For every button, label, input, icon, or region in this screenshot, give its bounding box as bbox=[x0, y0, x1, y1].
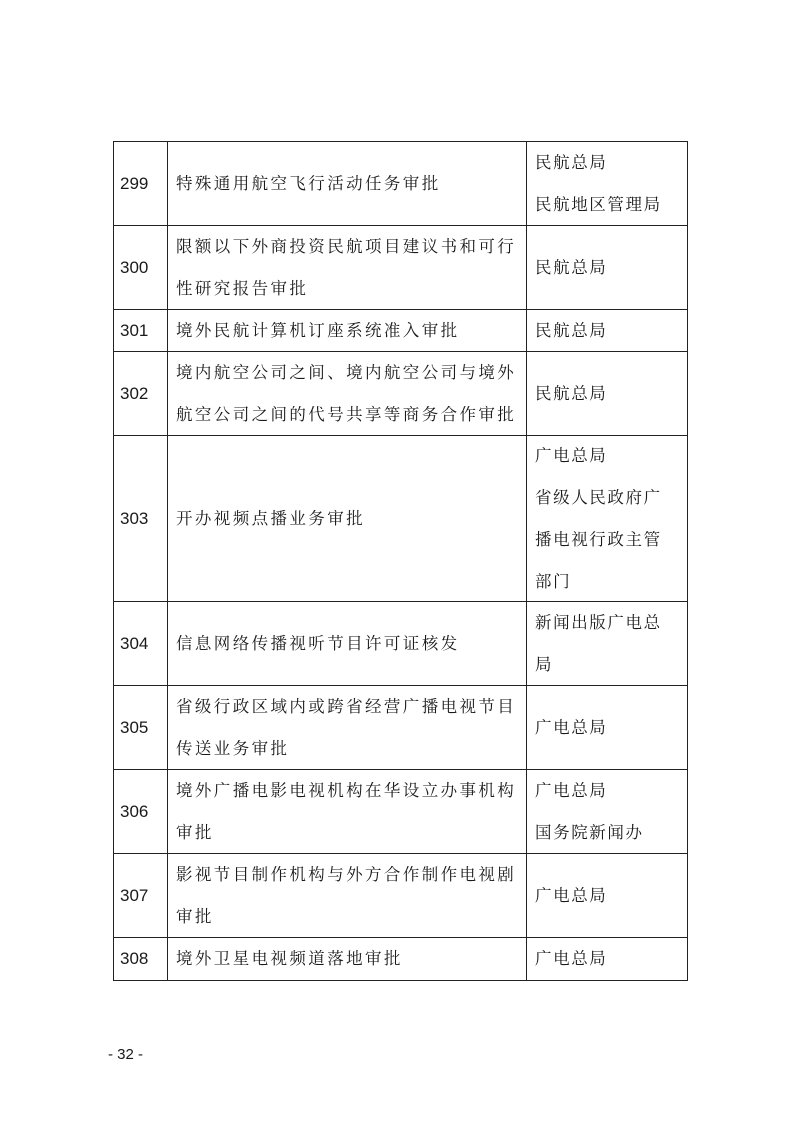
item-name: 限额以下外商投资民航项目建议书和可行 性研究报告审批 bbox=[168, 226, 527, 309]
row-number: 299 bbox=[114, 142, 168, 225]
row-number: 302 bbox=[114, 352, 168, 435]
department: 民航总局 bbox=[535, 320, 608, 340]
table-row bbox=[114, 854, 687, 938]
page-number: - 32 - bbox=[108, 1046, 144, 1063]
item-name: 境外卫星电视频道落地审批 bbox=[168, 938, 527, 980]
item-name: 影视节目制作机构与外方合作制作电视剧 审批 bbox=[168, 854, 527, 937]
item-name: 信息网络传播视听节目许可证核发 bbox=[168, 602, 527, 685]
row-number: 304 bbox=[114, 602, 168, 685]
department: 广电总局 bbox=[535, 885, 608, 905]
department: 广电总局 省级人民政府广 播电视行政主管 部门 bbox=[535, 445, 662, 591]
table-row bbox=[114, 602, 687, 686]
table-row bbox=[114, 142, 687, 226]
row-number: 306 bbox=[114, 770, 168, 853]
department: 民航总局 bbox=[535, 257, 608, 277]
table-row bbox=[114, 436, 687, 602]
department: 广电总局 国务院新闻办 bbox=[535, 780, 644, 842]
table-row bbox=[114, 770, 687, 854]
department: 广电总局 bbox=[535, 717, 608, 737]
item-name: 省级行政区域内或跨省经营广播电视节目 传送业务审批 bbox=[168, 686, 527, 769]
table-row bbox=[114, 938, 687, 980]
row-number: 300 bbox=[114, 226, 168, 309]
department: 广电总局 bbox=[535, 949, 608, 968]
approval-items-table bbox=[113, 141, 688, 981]
table-row bbox=[114, 686, 687, 770]
department: 新闻出版广电总 局 bbox=[535, 612, 662, 674]
row-number: 308 bbox=[114, 938, 168, 980]
table-row bbox=[114, 226, 687, 310]
row-number: 307 bbox=[114, 854, 168, 937]
department: 民航总局 民航地区管理局 bbox=[535, 152, 662, 214]
row-number: 301 bbox=[114, 310, 168, 351]
table-row bbox=[114, 352, 687, 436]
department: 民航总局 bbox=[535, 383, 608, 403]
item-name: 特殊通用航空飞行活动任务审批 bbox=[168, 142, 527, 225]
item-name: 开办视频点播业务审批 bbox=[168, 436, 527, 601]
item-name: 境内航空公司之间、境内航空公司与境外 航空公司之间的代号共享等商务合作审批 bbox=[168, 352, 527, 435]
item-name: 境外民航计算机订座系统准入审批 bbox=[168, 310, 527, 351]
row-number: 305 bbox=[114, 686, 168, 769]
table-row bbox=[114, 310, 687, 352]
item-name: 境外广播电影电视机构在华设立办事机构 审批 bbox=[168, 770, 527, 853]
row-number: 303 bbox=[114, 436, 168, 601]
